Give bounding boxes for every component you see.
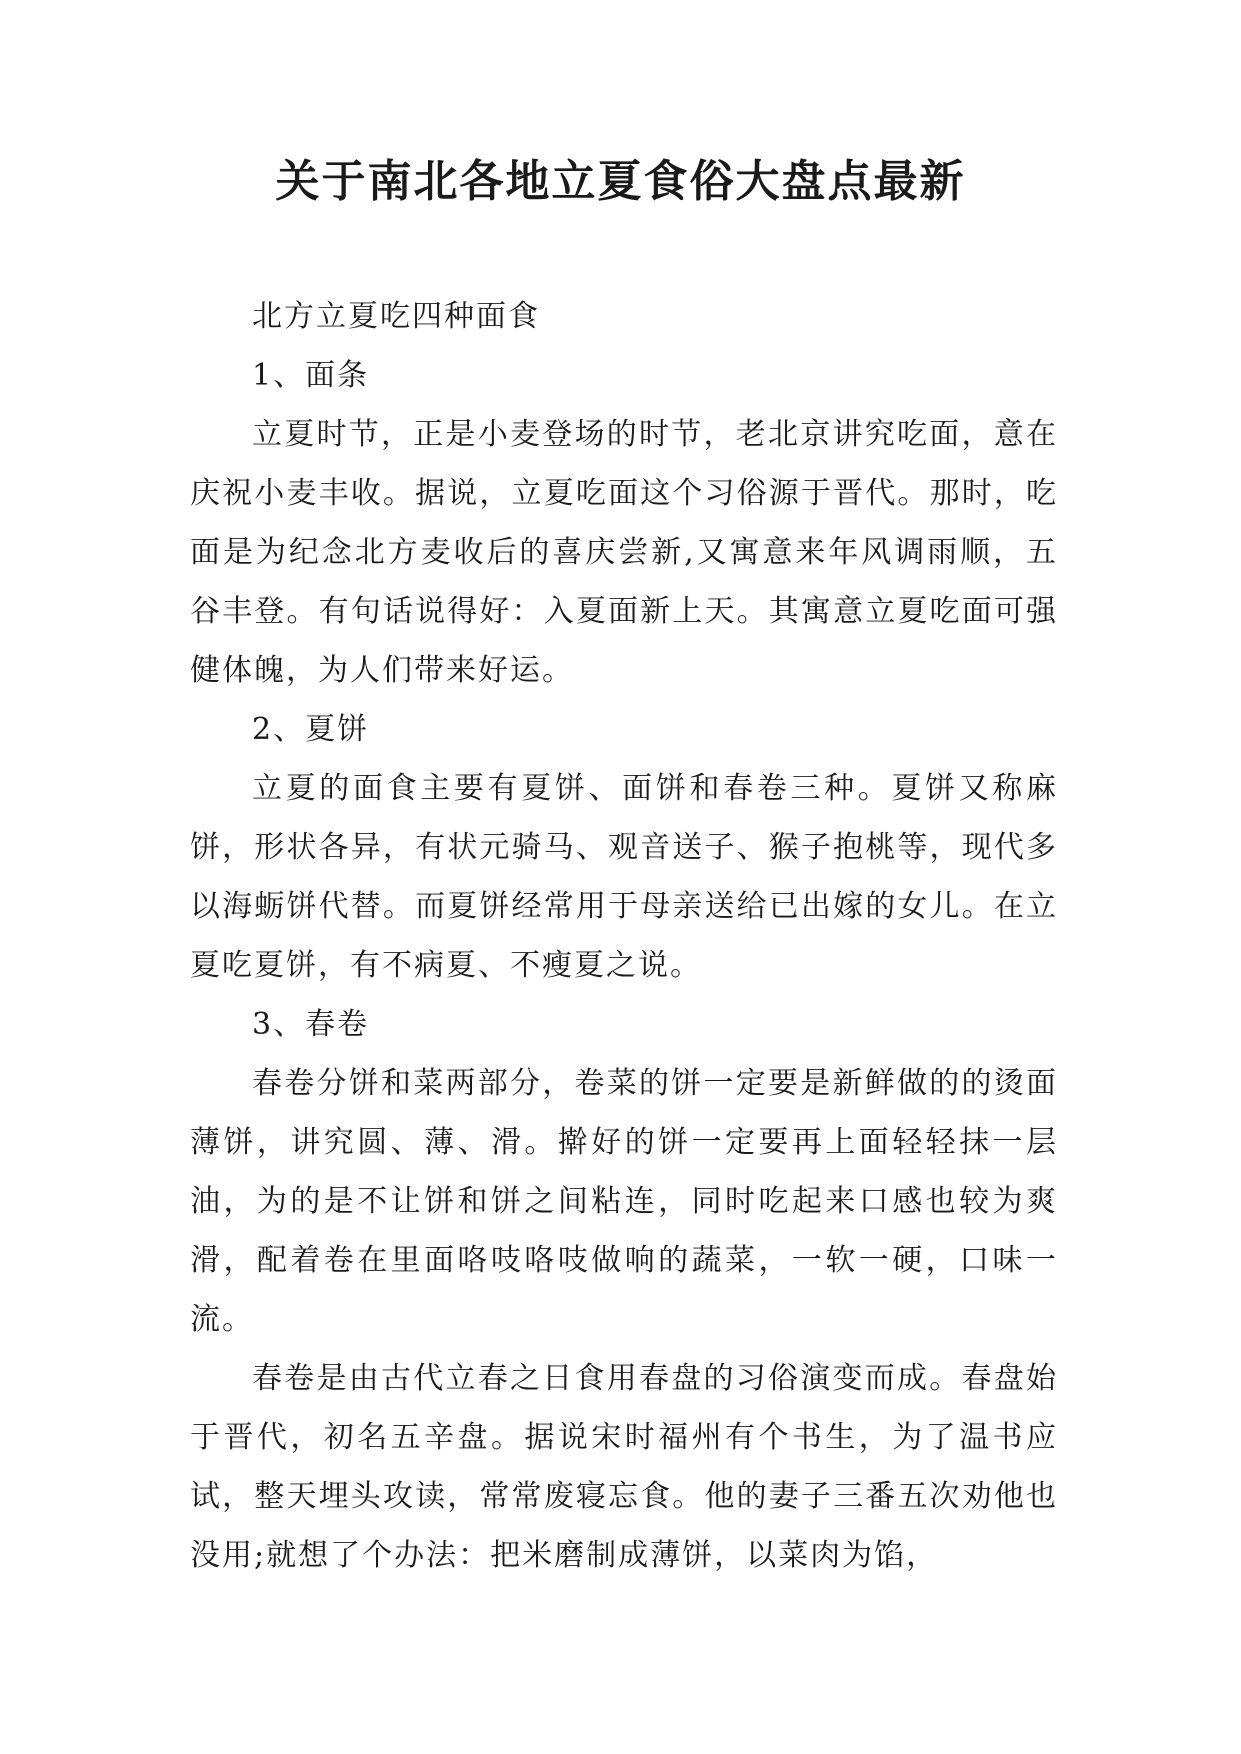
section-heading: 北方立夏吃四种面食	[252, 299, 540, 334]
paragraph: 春卷分饼和菜两部分，卷菜的饼一定要是新鲜做的的烫面薄饼，讲究圆、薄、滑。擀好的饼一定要再上面轻轻抹一层油，为的是不让饼和饼之间粘连，同时吃起来口感也较为爽滑，配着卷在里面咯吱咯吱做响的蔬菜，一软一硬，口味一流。	[190, 1066, 1058, 1337]
document-title: 关于南北各地立夏食俗大盘点最新	[275, 156, 966, 207]
paragraph: 立夏时节，正是小麦登场的时节，老北京讲究吃面，意在庆祝小麦丰收。据说，立夏吃面这个习俗源于晋代。那时，吃面是为纪念北方麦收后的喜庆尝新,又寓意来年风调雨顺，五谷丰登。有句话说得好：入夏面新上天。其寓意立夏吃面可强健体魄，为人们带来好运。	[190, 417, 1058, 688]
item-heading: 3、春卷	[252, 1007, 370, 1042]
document-body	[190, 287, 1058, 1585]
item-heading: 2、夏饼	[252, 712, 370, 747]
paragraph: 春卷是由古代立春之日食用春盘的习俗演变而成。春盘始于晋代，初名五辛盘。据说宋时福州有个书生，为了温书应试，整天埋头攻读，常常废寝忘食。他的妻子三番五次劝他也没用;就想了个办法：把米磨制成薄饼，以菜肉为馅，	[190, 1361, 1058, 1573]
item-heading: 1、面条	[252, 358, 370, 393]
paragraph: 立夏的面食主要有夏饼、面饼和春卷三种。夏饼又称麻饼，形状各异，有状元骑马、观音送子、猴子抱桃等，现代多以海蛎饼代替。而夏饼经常用于母亲送给已出嫁的女儿。在立夏吃夏饼，有不病夏、不瘦夏之说。	[190, 771, 1058, 983]
